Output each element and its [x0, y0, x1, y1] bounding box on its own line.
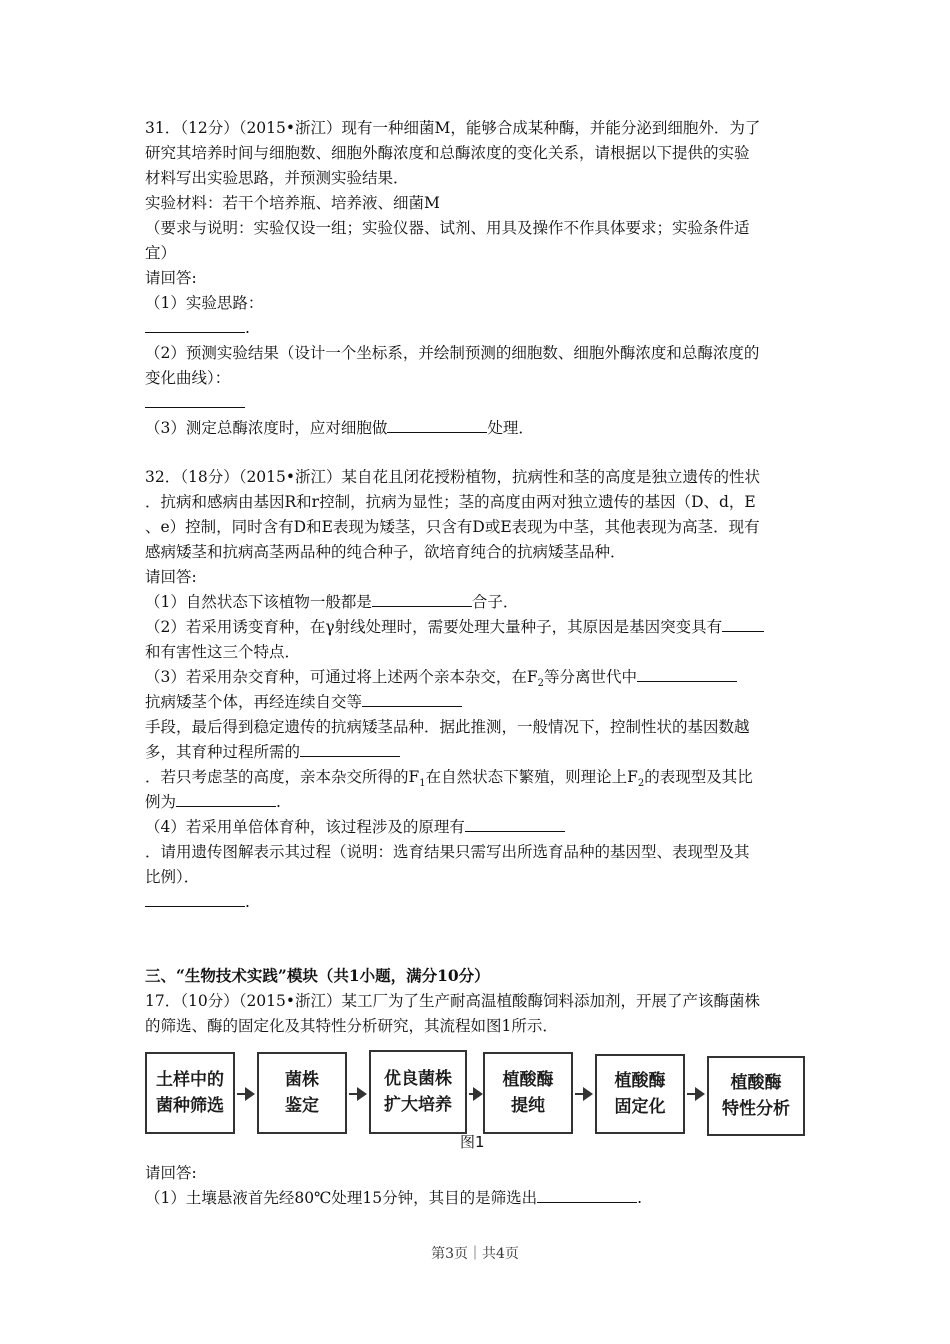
q31-line6: 宜） [145, 244, 177, 262]
flow-diagram [145, 1048, 807, 1138]
q17-sub1: （1）土壤悬液首先经80℃处理15分钟，其目的是筛选出 . [145, 1189, 643, 1207]
q32-line8: 和有害性这三个特点． [145, 643, 301, 661]
q32-line4: 感病矮茎和抗病高茎两品种的纯合种子，欲培育纯合的抗病矮茎品种． [145, 543, 626, 561]
q31-line4: 实验材料：若干个培养瓶、培养液、细菌M [145, 194, 440, 212]
page-footer: 第3页｜共4页 [431, 1246, 519, 1262]
q32-line12: 多，其育种过程所需的 [145, 742, 400, 762]
answer-blank[interactable] [387, 418, 487, 433]
answer-blank[interactable] [300, 742, 400, 757]
q31-answer-1: . [145, 318, 250, 338]
flow-step-3: 优良菌株 扩大培养 [369, 1050, 467, 1134]
flow-arrow [237, 1093, 253, 1095]
flow-arrow [469, 1093, 481, 1095]
q17-prompt: 请回答: [145, 1164, 197, 1182]
q32-line1: 32．（18分）（2015•浙江）某自花且闭花授粉植物，抗病性和茎的高度是独立遗传的性状 [145, 468, 761, 486]
q31-line8: （1）实验思路： [145, 294, 264, 312]
q17-line1: 17．（10分）（2015•浙江）某工厂为了生产耐高温植酸酶饲料添加剂，开展了产该酶菌株 [145, 992, 761, 1010]
q32-line14: 例为 . [145, 793, 281, 811]
q31-line7: 请回答: [145, 269, 197, 287]
answer-blank[interactable] [176, 792, 276, 807]
answer-blank[interactable] [465, 817, 565, 832]
answer-blank[interactable] [722, 617, 764, 632]
flow-arrow [687, 1093, 703, 1095]
flow-step-1: 土样中的 菌种筛选 [145, 1052, 235, 1134]
q32-line13: ．若只考虑茎的高度，亲本杂交所得的$F_1$在自然状态下繁殖，则理论上$F_2$的表现型及其比 [145, 768, 753, 790]
q32-line6: （1）自然状态下该植物一般都是 合子． [145, 593, 519, 611]
flow-arrow [575, 1093, 591, 1095]
flow-arrow [349, 1093, 365, 1095]
answer-blank[interactable] [145, 318, 245, 333]
q31-line3: 材料写出实验思路，并预测实验结果． [145, 169, 409, 187]
q31-line11: 变化曲线）： [145, 369, 231, 387]
q32-line16: ．请用遗传图解表示其过程（说明：选育结果只需写出所选育品种的基因型、表现型及其 [145, 843, 750, 861]
section-heading: 三、“生物技术实践”模块（共1小题，满分10分） [145, 966, 490, 985]
flow-step-4: 植酸酶 提纯 [483, 1052, 573, 1134]
answer-blank[interactable] [362, 692, 462, 707]
q32-line15: （4）若采用单倍体育种，该过程涉及的原理有 [145, 817, 565, 837]
q32-line7: （2）若采用诱变育种，在γ射线处理时，需要处理大量种子，其原因是基因突变具有 [145, 617, 764, 637]
q32-line10: 抗病矮茎个体，再经连续自交等 [145, 692, 462, 712]
answer-blank[interactable] [637, 667, 737, 682]
q32-line5: 请回答: [145, 568, 197, 586]
q31-line10: （2）预测实验结果（设计一个坐标系，并绘制预测的细胞数、细胞外酶浓度和总酶浓度的 [145, 344, 760, 362]
q32-line9: （3）若采用杂交育种，可通过将上述两个亲本杂交，在$F_2$等分离世代中 [145, 667, 737, 687]
flow-step-2: 菌株 鉴定 [257, 1052, 347, 1134]
q31-answer-2 [145, 393, 245, 413]
q32-line3: 、e）控制，同时含有D和E表现为矮茎，只含有D或E表现为中茎，其他表现为高茎．现有 [145, 518, 760, 536]
flow-step-6: 植酸酶 特性分析 [707, 1056, 805, 1136]
q31-line1: 31．（12分）（2015•浙江）现有一种细菌M，能够合成某种酶，并能分泌到细胞外．为了 [145, 119, 761, 137]
answer-blank[interactable] [145, 393, 245, 408]
answer-blank[interactable] [372, 592, 472, 607]
q32-answer: . [145, 892, 250, 912]
q31-line13: （3）测定总酶浓度时，应对细胞做 处理． [145, 419, 534, 437]
q17-line2: 的筛选、酶的固定化及其特性分析研究，其流程如图1所示． [145, 1017, 558, 1035]
answer-blank[interactable] [145, 892, 245, 907]
q32-line17: 比例）． [145, 868, 200, 886]
q32-line11: 手段，最后得到稳定遗传的抗病矮茎品种．据此推测，一般情况下，控制性状的基因数越 [145, 718, 750, 736]
q31-line2: 研究其培养时间与细胞数、细胞外酶浓度和总酶浓度的变化关系，请根据以下提供的实验 [145, 144, 750, 162]
flow-step-5: 植酸酶 固定化 [595, 1054, 685, 1134]
figure-caption: 图1 [460, 1133, 485, 1151]
answer-blank[interactable] [537, 1188, 637, 1203]
q31-line5: （要求与说明：实验仅设一组；实验仪器、试剂、用具及操作不作具体要求；实验条件适 [145, 219, 750, 237]
q32-line2: ．抗病和感病由基因R和r控制，抗病为显性；茎的高度由两对独立遗传的基因（D、d，E [145, 493, 756, 511]
